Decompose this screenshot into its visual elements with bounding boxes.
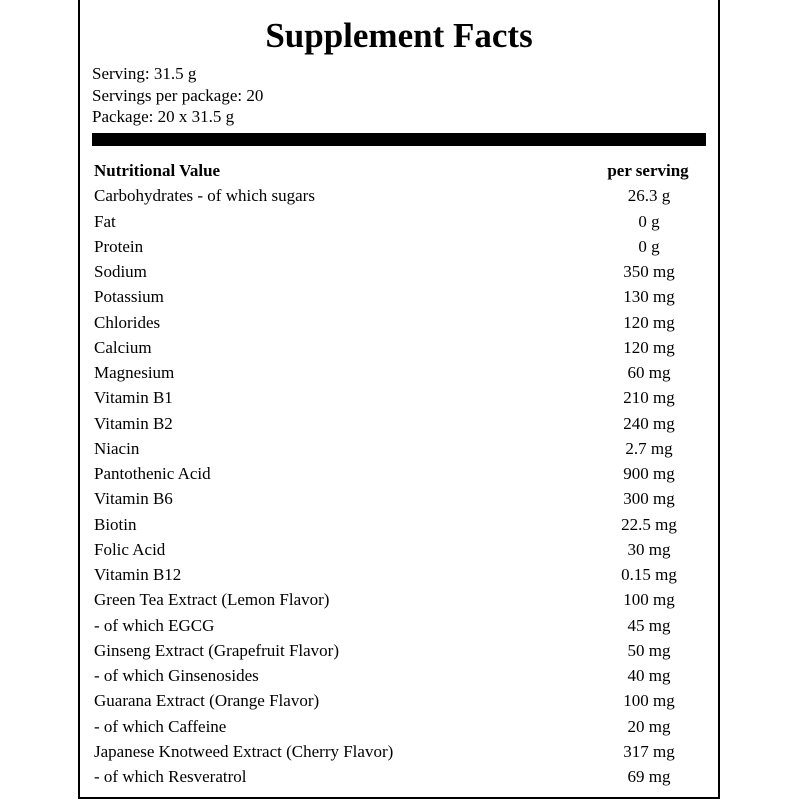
nutrient-name: Ginseng Extract (Grapefruit Flavor)	[94, 640, 339, 660]
nutrient-amount: 50 mg	[627, 640, 671, 660]
table-row	[92, 209, 706, 234]
nutrient-amount: 0.15 mg	[621, 565, 677, 584]
serving-size: Serving: 31.5 g	[92, 64, 197, 83]
nutrient-name: Protein	[94, 236, 144, 256]
nutrient-amount: 0 g	[638, 211, 660, 231]
nutrient-name: Biotin	[94, 514, 137, 534]
nutrient-amount: 120 mg	[623, 337, 675, 357]
table-row	[92, 461, 706, 486]
nutrient-name: Vitamin B6	[94, 489, 173, 509]
nutrient-name: Vitamin B2	[94, 413, 173, 433]
table-row	[92, 613, 706, 638]
table-row	[92, 259, 706, 284]
nutrient-name: Magnesium	[94, 363, 175, 382]
nutrient-amount: 0 g	[638, 236, 660, 256]
nutrient-name: Green Tea Extract (Lemon Flavor)	[94, 590, 330, 610]
nutrient-amount: 317 mg	[623, 741, 675, 761]
supplement-facts-panel	[78, 0, 720, 799]
nutrient-amount: 900 mg	[623, 464, 675, 483]
nutrient-name: Calcium	[94, 337, 152, 357]
column-header-amount: per serving	[607, 161, 689, 180]
nutrient-amount: 30 mg	[627, 539, 671, 559]
table-row	[92, 234, 706, 259]
table-row	[92, 714, 706, 739]
table-body	[92, 183, 706, 789]
nutrient-amount: 60 mg	[627, 363, 671, 382]
table-row	[92, 486, 706, 511]
nutrient-amount: 240 mg	[623, 413, 675, 433]
table-row	[92, 512, 706, 537]
table-row	[92, 411, 706, 436]
page-title: Supplement Facts	[265, 16, 533, 55]
nutrient-name: - of which EGCG	[94, 615, 215, 635]
table-row	[92, 335, 706, 360]
nutrient-amount: 26.3 g	[627, 186, 671, 206]
nutrient-name: Fat	[94, 211, 116, 231]
divider-bar	[92, 133, 706, 146]
nutrient-name: Chlorides	[94, 312, 161, 332]
nutrient-name: Vitamin B12	[94, 565, 182, 584]
nutrient-amount: 69 mg	[627, 767, 671, 786]
nutrient-amount: 20 mg	[627, 716, 671, 736]
nutrient-name: - of which Ginsenosides	[94, 666, 259, 685]
nutrient-amount: 350 mg	[623, 262, 675, 281]
nutrient-amount: 100 mg	[623, 590, 675, 610]
table-row	[92, 360, 706, 385]
table-row	[92, 562, 706, 587]
table-row	[92, 537, 706, 562]
nutrient-amount: 300 mg	[623, 489, 675, 509]
serving-info	[92, 63, 263, 128]
servings-per-package: Servings per package: 20	[92, 85, 264, 105]
column-header-name: Nutritional Value	[94, 161, 221, 180]
nutrient-amount: 2.7 mg	[625, 438, 673, 458]
nutrient-name: - of which Resveratrol	[94, 767, 247, 786]
nutrient-name: Folic Acid	[94, 539, 166, 559]
nutrient-amount: 130 mg	[623, 287, 675, 307]
table-row	[92, 764, 706, 789]
table-row	[92, 587, 706, 612]
table-row	[92, 385, 706, 410]
nutrient-name: Sodium	[94, 262, 147, 281]
nutrition-table	[92, 158, 706, 789]
nutrient-amount: 22.5 mg	[621, 514, 677, 534]
table-row	[92, 183, 706, 208]
nutrient-name: Guarana Extract (Orange Flavor)	[94, 691, 320, 711]
nutrient-amount: 45 mg	[627, 615, 671, 635]
nutrient-name: Pantothenic Acid	[94, 464, 211, 483]
table-row	[92, 638, 706, 663]
nutrient-name: Carbohydrates - of which sugars	[94, 186, 315, 206]
nutrient-amount: 120 mg	[623, 312, 675, 332]
table-row	[92, 688, 706, 713]
nutrient-amount: 210 mg	[623, 388, 675, 408]
table-row	[92, 310, 706, 335]
nutrient-name: Niacin	[94, 438, 140, 458]
nutrient-name: Japanese Knotweed Extract (Cherry Flavor)	[94, 741, 394, 761]
nutrient-name: Vitamin B1	[94, 388, 173, 408]
nutrient-amount: 40 mg	[627, 666, 671, 685]
table-row	[92, 739, 706, 764]
table-row	[92, 663, 706, 688]
table-header	[92, 158, 706, 183]
nutrient-amount: 100 mg	[623, 691, 675, 711]
nutrient-name: Potassium	[94, 287, 164, 307]
package-size: Package: 20 x 31.5 g	[92, 107, 235, 126]
nutrient-name: - of which Caffeine	[94, 716, 227, 736]
table-row	[92, 436, 706, 461]
table-row	[92, 284, 706, 309]
